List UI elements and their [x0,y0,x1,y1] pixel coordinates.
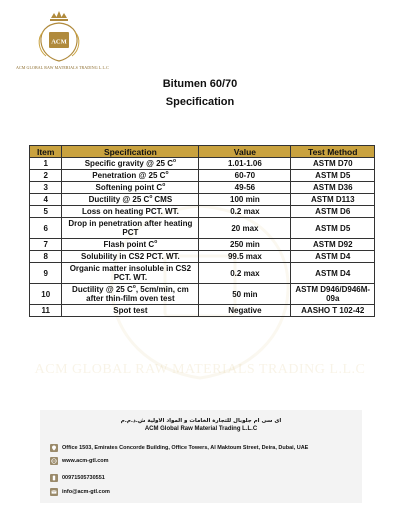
watermark-text: ACM GLOBAL RAW MATERIALS TRADING L.L.C [34,362,366,377]
cell-specification [62,239,199,251]
table-row [30,194,375,206]
degree-superscript: o [173,158,177,164]
cell-value: 100 min [199,194,291,206]
footer-arabic-name: ای سی ام جلوبال للتجارة الخامات و المواد الاولية ش.ذ.م.م [120,418,282,424]
cell-test-method: ASTM D5 [291,170,375,182]
specification-text: Penetration @ 25 C [92,171,166,180]
footer-phone: 00971505730551 [62,474,105,481]
cell-item: 1 [30,158,62,170]
cell-item: 9 [30,263,62,284]
table-row [30,284,375,305]
footer-website-link[interactable]: www.acm-gtl.com [62,457,109,464]
cell-specification [62,170,199,182]
cell-test-method: ASTM D946/D946M-09a [291,284,375,305]
cell-specification [62,284,199,305]
footer [40,410,362,503]
cell-item: 7 [30,239,62,251]
cell-specification [62,206,199,218]
specification-table [29,145,375,317]
footer-company-name: ACM Global Raw Material Trading L.L.C [144,426,258,432]
table-header-row [30,146,375,158]
cell-test-method: AASHO T 102-42 [291,305,375,317]
cell-test-method: ASTM D70 [291,158,375,170]
header-item: Item [30,146,62,158]
cell-specification [62,263,199,284]
table-row [30,206,375,218]
table-row [30,158,375,170]
specification-text: Ductility @ 25 C [88,195,150,204]
cell-value: 1.01-1.06 [199,158,291,170]
specification-text: Drop in penetration after heating PCT [68,219,193,237]
degree-superscript: o [162,182,166,188]
cell-value: 60-70 [199,170,291,182]
specification-text: Loss on heating PCT. WT. [81,207,179,216]
cell-item: 5 [30,206,62,218]
cell-test-method: ASTM D6 [291,206,375,218]
cell-item: 6 [30,218,62,239]
cell-specification [62,158,199,170]
document-subtitle: Specification [165,96,235,108]
cell-value: 99.5 max [199,251,291,263]
specification-text: Flash point C [103,240,155,249]
document-title: Bitumen 60/70 [162,78,238,90]
specification-text: Softening point C [95,183,163,192]
table-row [30,218,375,239]
footer-phone-row [50,473,105,482]
header-test-method: Test Method [291,146,375,158]
cell-specification [62,305,199,317]
cell-specification [62,251,199,263]
cell-test-method: ASTM D4 [291,251,375,263]
cell-value: 0.2 max [199,206,291,218]
cell-item: 8 [30,251,62,263]
specification-text: Solubility in CS2 PCT. WT. [81,252,180,261]
cell-item: 10 [30,284,62,305]
cell-specification [62,218,199,239]
cell-value: 50 min [199,284,291,305]
cell-value: 20 max [199,218,291,239]
location-icon [50,444,58,452]
header-value: Value [199,146,291,158]
crown-logo-icon [34,10,84,64]
cell-item: 2 [30,170,62,182]
phone-icon [50,474,58,482]
footer-website-row[interactable] [50,456,109,465]
cell-item: 3 [30,182,62,194]
specification-text: Organic matter insoluble in CS2 PCT. WT. [69,264,192,282]
company-logo [16,10,109,80]
cell-item: 11 [30,305,62,317]
footer-address: Office 1503, Emirates Concorde Building, Office Towers, Al Maktoum Street, Deira, Dubai, UAE [62,444,309,451]
table-body [30,158,375,317]
header-specification: Specification [62,146,199,158]
table-row [30,251,375,263]
cell-value: 0.2 max [199,263,291,284]
specification-suffix: CMS [154,195,173,204]
cell-specification [62,182,199,194]
table-row [30,305,375,317]
cell-test-method: ASTM D36 [291,182,375,194]
degree-superscript: o [132,284,136,290]
email-icon [50,488,58,496]
cell-value: Negative [199,305,291,317]
cell-specification [62,194,199,206]
cell-test-method: ASTM D92 [291,239,375,251]
table-row [30,182,375,194]
cell-test-method: ASTM D113 [291,194,375,206]
cell-item: 4 [30,194,62,206]
footer-email-link[interactable]: info@acm-gtl.com [62,488,110,495]
globe-icon [50,457,58,465]
degree-superscript: o [154,239,158,245]
degree-superscript: o [165,170,169,176]
svg-text:ACM: ACM [51,38,67,46]
degree-superscript: o [149,194,153,200]
footer-address-row [50,443,308,452]
cell-value: 49-56 [199,182,291,194]
logo-tagline: ACM GLOBAL RAW MATERIALS TRADING L.L.C [16,65,109,70]
cell-test-method: ASTM D5 [291,218,375,239]
specification-text: Spot test [113,306,148,315]
footer-email-row[interactable] [50,487,110,496]
table-row [30,263,375,284]
specification-text: Ductility @ 25 C [72,285,133,294]
specification-suffix: , 5cm/min, cm after thin-film oven test [86,285,189,303]
table-row [30,239,375,251]
table-row [30,170,375,182]
cell-value: 250 min [199,239,291,251]
cell-test-method: ASTM D4 [291,263,375,284]
specification-text: Specific gravity @ 25 C [84,159,173,168]
